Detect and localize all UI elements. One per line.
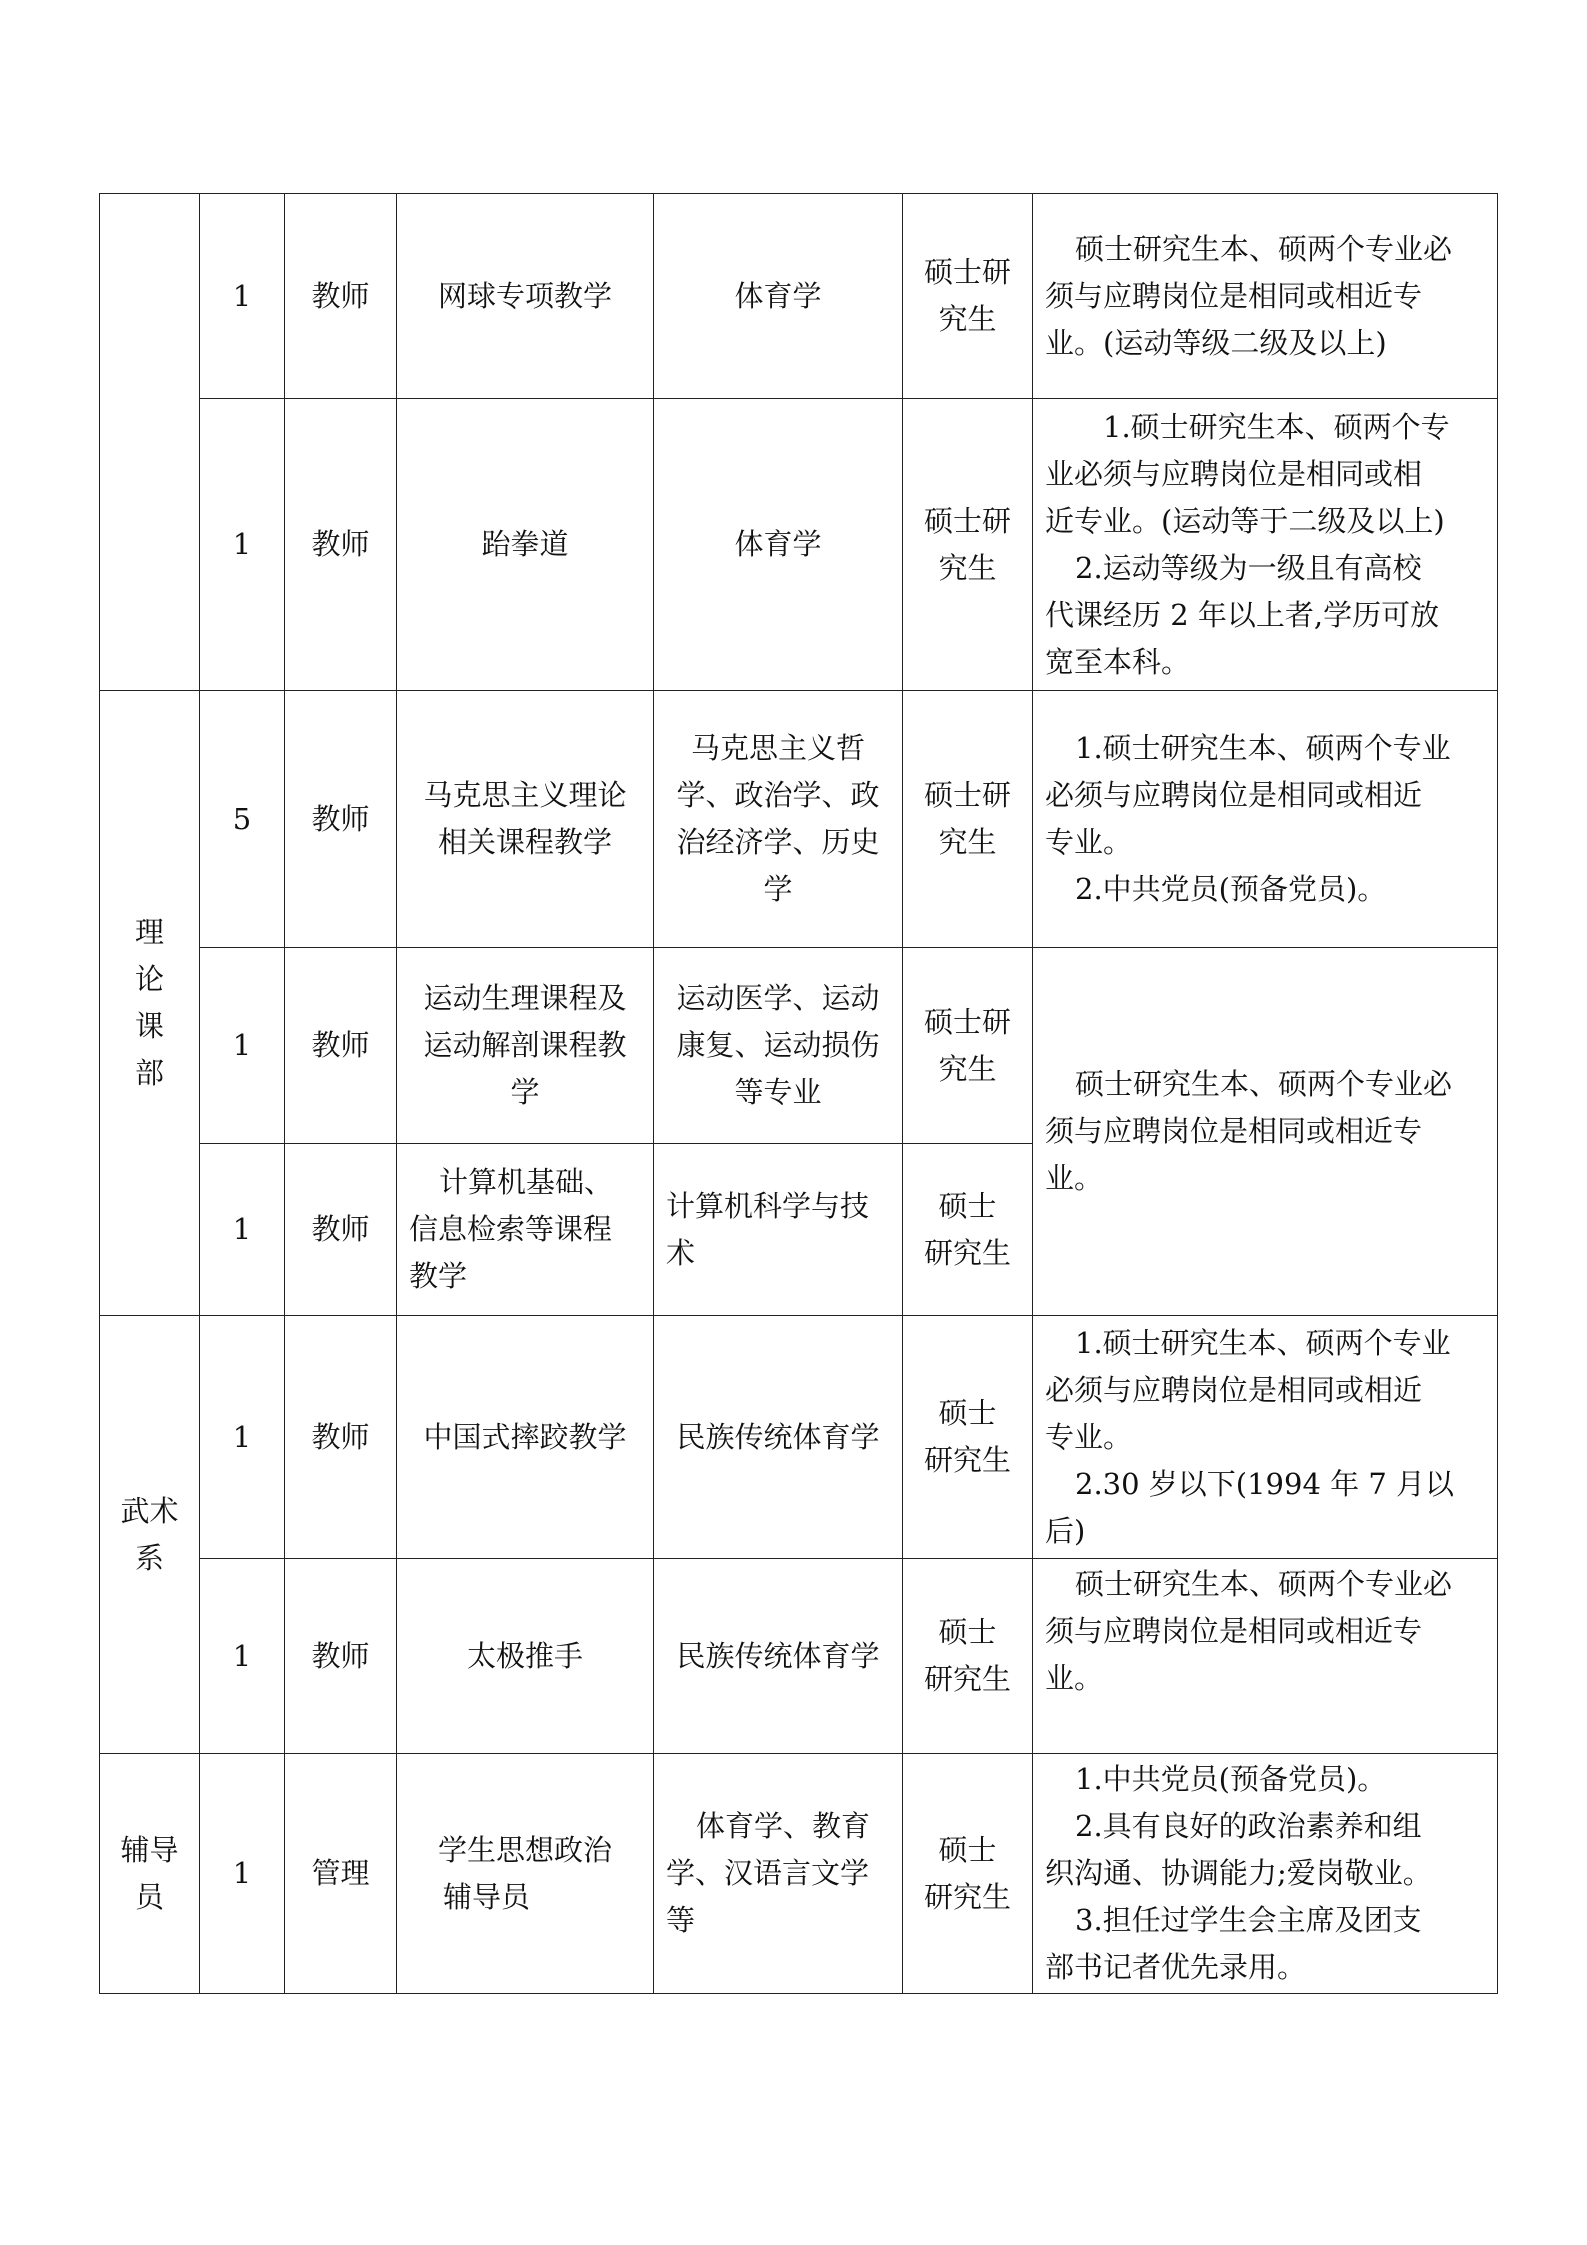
requirement-line: 须与应聘岗位是相同或相近专 [1045,1114,1423,1148]
post-type-cell: 教师 [285,1559,397,1754]
requirement-line: 1.硕士研究生本、硕两个专 [1103,409,1450,444]
major-line: 运动医学、运动 [676,981,880,1015]
position-line: 运动解剖课程教 [423,1028,627,1062]
position-line: 计算机基础、 [439,1165,614,1199]
requirement-line: 业。 [1045,1161,1104,1195]
requirement-line: 专业。 [1045,825,1133,859]
requirement-line: 必须与应聘岗位是相同或相近 [1045,778,1423,812]
requirements-cell [1033,1316,1498,1559]
degree-cell [903,399,1033,691]
department-line: 辅导 [120,1832,179,1867]
requirement-line: 硕士研究生本、硕两个专业必 [1075,231,1453,266]
table-row [100,399,1498,691]
requirement-line: 代课经历 2 年以上者,学历可放 [1045,597,1440,632]
major-cell [654,194,903,399]
requirement-line: 宽至本科。 [1045,644,1191,679]
degree-line: 研究生 [923,1235,1011,1270]
major-line: 计算机科学与技 [666,1188,870,1223]
headcount-cell: 5 [200,691,285,948]
degree-cell [903,1316,1033,1559]
requirements-cell [1033,194,1498,399]
headcount-cell: 1 [200,948,285,1144]
requirement-line: 1.硕士研究生本、硕两个专业 [1075,1325,1451,1360]
major-cell [654,1144,903,1316]
headcount-cell: 1 [200,399,285,691]
position-line: 运动生理课程及 [423,981,627,1015]
requirement-line: 须与应聘岗位是相同或相近专 [1045,1614,1423,1648]
table-row [100,948,1498,1144]
department-cell [100,691,200,1316]
major-line: 学、政治学、政 [676,778,880,812]
degree-line: 研究生 [923,1662,1011,1696]
department-cell [100,1754,200,1994]
requirement-line: 2.具有良好的政治素养和组 [1075,1809,1422,1843]
degree-cell [903,691,1033,948]
degree-line: 究生 [938,825,997,859]
degree-line: 硕士研 [923,255,1011,289]
degree-line: 硕士研 [923,778,1011,812]
position-line: 网球专项教学 [437,278,612,313]
position-line: 学 [510,1075,540,1109]
position-line: 相关课程教学 [437,825,612,859]
headcount-cell: 1 [200,194,285,399]
table-row [100,1559,1498,1754]
requirement-line: 2.30 岁以下(1994 年 7 月以 [1075,1466,1455,1501]
requirement-line: 硕士研究生本、硕两个专业必 [1075,1567,1453,1601]
department-line: 武术 [120,1493,179,1528]
degree-line: 究生 [938,302,997,336]
position-cell [397,1559,654,1754]
degree-cell [903,1754,1033,1994]
degree-line: 硕士 [938,1396,997,1430]
requirement-line: 2.中共党员(预备党员)。 [1075,872,1387,906]
requirement-line: 业必须与应聘岗位是相同或相 [1045,456,1423,491]
major-cell [654,1754,903,1994]
requirement-line: 织沟通、协调能力;爱岗敬业。 [1045,1856,1432,1890]
position-line: 学生思想政治 [437,1832,612,1867]
department-line: 系 [134,1540,164,1575]
position-line: 中国式摔跤教学 [423,1419,627,1454]
headcount-cell: 1 [200,1316,285,1559]
major-cell [654,691,903,948]
department-line: 员 [134,1879,164,1914]
major-line: 体育学 [734,278,822,313]
department-char: 论 [134,962,164,996]
degree-line: 硕士 [938,1188,997,1223]
major-line: 术 [666,1235,696,1270]
position-line: 辅导员 [443,1879,531,1914]
position-cell [397,194,654,399]
degree-cell [903,1144,1033,1316]
headcount-cell: 1 [200,1754,285,1994]
major-line: 学、汉语言文学 [666,1856,870,1890]
post-type-cell: 教师 [285,1144,397,1316]
table-row [100,691,1498,948]
department-cell-empty [100,194,200,691]
degree-line: 研究生 [923,1443,1011,1477]
degree-line: 硕士 [938,1832,997,1867]
degree-line: 究生 [938,550,997,585]
major-line: 体育学 [734,527,822,561]
position-cell [397,1144,654,1316]
department-cell [100,1316,200,1754]
position-line: 马克思主义理论 [423,778,627,812]
post-type-cell: 管理 [285,1754,397,1994]
requirement-line: 1.中共党员(预备党员)。 [1075,1762,1387,1796]
degree-cell [903,194,1033,399]
department-char: 理 [134,915,164,949]
degree-line: 研究生 [923,1879,1011,1914]
major-line: 等专业 [734,1075,822,1109]
requirement-line: 后) [1045,1513,1086,1548]
major-cell [654,948,903,1144]
post-type-cell: 教师 [285,691,397,948]
post-type-cell: 教师 [285,948,397,1144]
table-row [100,1316,1498,1559]
position-line: 教学 [409,1259,468,1293]
recruitment-table [99,193,1498,1994]
position-cell [397,1316,654,1559]
position-cell [397,948,654,1144]
major-line: 马克思主义哲 [690,731,865,765]
requirement-line: 部书记者优先录用。 [1045,1950,1307,1984]
major-line: 等 [666,1903,696,1937]
requirement-line: 1.硕士研究生本、硕两个专业 [1075,731,1451,765]
headcount-cell: 1 [200,1144,285,1316]
major-line: 民族传统体育学 [676,1638,880,1673]
headcount-cell: 1 [200,1559,285,1754]
major-line: 康复、运动损伤 [676,1028,880,1062]
requirement-line: 3.担任过学生会主席及团支 [1075,1903,1422,1937]
major-cell [654,1559,903,1754]
degree-line: 硕士 [938,1615,997,1649]
position-line: 跆拳道 [481,527,569,561]
requirement-line: 须与应聘岗位是相同或相近专 [1045,278,1423,313]
degree-line: 硕士研 [923,503,1011,538]
major-line: 民族传统体育学 [676,1419,880,1454]
major-line: 治经济学、历史 [676,825,880,859]
position-cell [397,399,654,691]
requirements-cell [1033,399,1498,691]
post-type-cell: 教师 [285,194,397,399]
requirement-line: 近专业。(运动等于二级及以上) [1045,503,1445,538]
position-line: 信息检索等课程 [409,1212,613,1246]
major-line: 体育学、教育 [696,1809,871,1843]
major-cell [654,1316,903,1559]
table-row [100,1754,1498,1994]
major-line: 学 [763,872,793,906]
department-char: 部 [134,1056,164,1090]
requirements-cell [1033,948,1498,1316]
requirement-line: 业。(运动等级二级及以上) [1045,325,1387,360]
requirements-cell [1033,691,1498,948]
position-cell [397,691,654,948]
requirement-line: 硕士研究生本、硕两个专业必 [1075,1067,1453,1101]
requirement-line: 必须与应聘岗位是相同或相近 [1045,1372,1423,1407]
major-cell [654,399,903,691]
position-cell [397,1754,654,1994]
position-line: 太极推手 [466,1638,583,1673]
degree-line: 硕士研 [923,1004,1011,1039]
requirements-cell [1033,1559,1498,1754]
requirements-cell [1033,1754,1498,1994]
requirement-line: 2.运动等级为一级且有高校 [1075,550,1422,585]
requirement-line: 业。 [1045,1661,1104,1695]
table-row [100,194,1498,399]
department-char: 课 [134,1009,164,1043]
post-type-cell: 教师 [285,399,397,691]
requirement-line: 专业。 [1045,1419,1133,1454]
post-type-cell: 教师 [285,1316,397,1559]
degree-line: 究生 [938,1051,997,1086]
degree-cell [903,948,1033,1144]
degree-cell [903,1559,1033,1754]
